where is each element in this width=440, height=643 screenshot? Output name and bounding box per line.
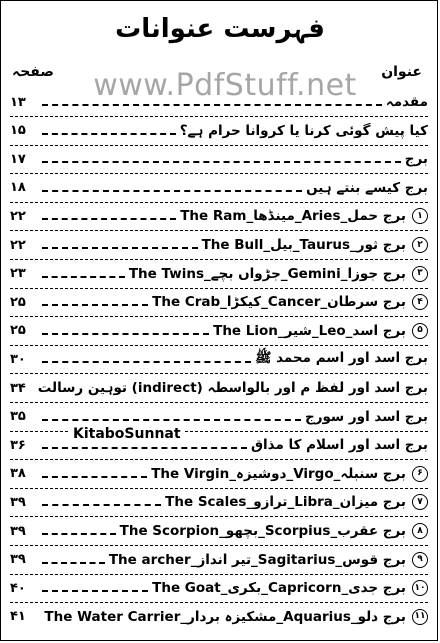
dot-leader bbox=[42, 333, 209, 335]
toc-entry-text-wrap bbox=[109, 552, 428, 568]
row-divider bbox=[10, 173, 428, 174]
toc-page-number: ۳۸ bbox=[10, 466, 26, 482]
row-divider bbox=[10, 288, 428, 289]
toc-page-number: ۳۹ bbox=[10, 552, 26, 568]
dot-leader bbox=[42, 133, 176, 135]
toc-entry-text: برج سرطان_Cancer_کیکڑا_The Crab bbox=[152, 294, 406, 311]
toc-page-number: ۱۳ bbox=[10, 94, 26, 110]
toc-page-number: ۳۹ bbox=[10, 494, 26, 510]
toc-page-number: ۳۹ bbox=[10, 523, 26, 539]
toc-entry bbox=[10, 548, 428, 572]
entry-number-circle: ۸ bbox=[412, 523, 428, 539]
toc-entry-text-wrap bbox=[180, 123, 428, 139]
dot-leader bbox=[42, 276, 125, 278]
toc-page-number: ۴۰ bbox=[10, 580, 26, 596]
row-divider bbox=[10, 202, 428, 203]
row-divider bbox=[10, 402, 428, 403]
entry-number-circle: ۳ bbox=[412, 266, 428, 282]
toc-page-number: ۳۵ bbox=[10, 409, 26, 425]
toc-entry-text-wrap bbox=[251, 437, 428, 453]
entry-number-circle: ۹ bbox=[412, 552, 428, 568]
watermark: www.PdfStuff.net bbox=[80, 66, 370, 104]
toc-entry-text: برج کیسے بنتے ہیں bbox=[306, 179, 428, 196]
dot-leader bbox=[42, 161, 401, 163]
entry-number-circle: ۱۰ bbox=[412, 580, 428, 596]
toc-page-number: ۳۴ bbox=[10, 380, 26, 396]
toc-entry bbox=[10, 576, 428, 600]
toc-entry-text: برج ثور_Taurus_بیل_The Bull bbox=[201, 237, 406, 253]
dot-leader bbox=[42, 104, 382, 106]
toc-page-number: ۱۵ bbox=[10, 123, 26, 139]
page-title: فہرست عنوانات bbox=[115, 14, 325, 44]
toc-page-number: ۴۱ bbox=[10, 609, 26, 625]
topic-column-header: عنوان bbox=[381, 64, 422, 80]
toc-entry-text-wrap bbox=[386, 94, 428, 110]
dot-leader bbox=[42, 562, 105, 564]
toc-page-number: ۲۵ bbox=[10, 294, 26, 310]
toc-entry-text: برج قوس_Sagitarius_تیر انداز_The archer bbox=[108, 551, 406, 568]
toc-entry bbox=[10, 519, 428, 543]
row-divider bbox=[10, 345, 428, 346]
toc-entry-text-wrap bbox=[151, 466, 428, 482]
row-divider bbox=[10, 116, 428, 117]
dot-leader bbox=[42, 304, 148, 306]
dot-leader bbox=[42, 361, 251, 363]
toc-entry-text: مقدمہ bbox=[385, 94, 428, 110]
entry-number-circle: ۶ bbox=[412, 466, 428, 482]
dot-leader bbox=[42, 190, 302, 192]
toc-page-number: ۳۶ bbox=[10, 437, 26, 453]
dot-leader bbox=[42, 218, 176, 220]
toc-entry-text-wrap bbox=[152, 580, 428, 596]
toc-entry-text-wrap bbox=[152, 294, 428, 310]
entry-number-circle: ۲ bbox=[412, 237, 428, 253]
toc-entry bbox=[10, 204, 428, 228]
toc-entry bbox=[10, 376, 428, 400]
row-divider bbox=[10, 516, 428, 517]
toc-page-number: ۳۰ bbox=[10, 351, 26, 367]
toc-page-number: ۲۳ bbox=[10, 266, 26, 282]
toc-entry bbox=[10, 262, 428, 286]
toc-entry bbox=[10, 347, 428, 371]
toc-entry-text: برج دلو_Aquarius_مشکیزہ بردار_The Water Carrier bbox=[44, 608, 406, 625]
toc-entry-text-wrap bbox=[255, 349, 428, 369]
toc-entry-text: برج اسد_Leo_شیر_The Lion bbox=[213, 322, 406, 339]
row-divider bbox=[10, 145, 428, 146]
toc-entry bbox=[10, 176, 428, 200]
dot-leader bbox=[42, 447, 247, 449]
toc-entry-text-wrap bbox=[129, 266, 428, 282]
row-divider bbox=[10, 373, 428, 374]
dot-leader bbox=[42, 504, 161, 506]
toc-entry bbox=[10, 119, 428, 143]
toc-entry bbox=[10, 233, 428, 257]
toc-entry-text: برج اسد اور لفظ م اور بالواسطہ (indirect) توہین رسالت bbox=[37, 380, 428, 396]
toc-entry-text: برج میزان_Libra_ترازو_The Scales bbox=[165, 494, 406, 511]
toc-entry-text: برج اسد اور اسلام کا مذاق bbox=[250, 437, 428, 454]
dot-leader bbox=[42, 590, 148, 592]
row-divider bbox=[10, 488, 428, 489]
toc-entry-text: برج اسد اور سورج bbox=[304, 408, 428, 425]
row-divider bbox=[10, 459, 428, 460]
dot-leader bbox=[42, 419, 301, 421]
toc-page-number: ۱۸ bbox=[10, 180, 26, 196]
toc-page-number: ۱۷ bbox=[10, 151, 26, 167]
row-divider bbox=[10, 316, 428, 317]
toc-entry-text-wrap bbox=[165, 494, 428, 510]
row-divider bbox=[10, 602, 428, 603]
toc-entry-text: برج جوزا_Gemini_جڑواں بچے_The Twins bbox=[128, 265, 406, 282]
toc-entry-text-wrap bbox=[44, 609, 428, 625]
toc-page-number: ۲۵ bbox=[10, 323, 26, 339]
toc-entry-text: برج جدی_Capricorn_بکری_The Goat bbox=[152, 580, 406, 597]
page-column-header: صفحہ bbox=[12, 64, 54, 80]
entry-number-circle: ۱ bbox=[412, 208, 428, 224]
toc-entry-text: برج سنبلہ_Virgo_دوشیزہ_The Virgin bbox=[151, 465, 406, 482]
row-divider bbox=[10, 574, 428, 575]
stamp-text: KitaboSunnat bbox=[70, 426, 184, 442]
toc-entry-text-wrap bbox=[38, 380, 428, 396]
toc-entry-text: برج bbox=[404, 151, 428, 168]
toc-entry-text-wrap bbox=[405, 151, 428, 167]
dot-leader bbox=[42, 476, 147, 478]
toc-entry bbox=[10, 490, 428, 514]
toc-entry-text: برج عقرب_Scorpius_بچھو_The Scorpion bbox=[119, 523, 406, 539]
row-divider bbox=[10, 259, 428, 260]
entry-number-circle: ۵ bbox=[412, 323, 428, 339]
dot-leader bbox=[42, 533, 116, 535]
toc-entry bbox=[10, 462, 428, 486]
toc-entry-text-wrap bbox=[120, 523, 428, 539]
toc-entry-text: برج اسد اور اسم محمد ﷺ bbox=[255, 350, 428, 367]
toc-entry bbox=[10, 405, 428, 429]
toc-page-number: ۲۲ bbox=[10, 237, 26, 253]
dot-leader bbox=[42, 247, 198, 249]
entry-number-circle: ۱۱ bbox=[412, 609, 428, 625]
toc-entry-text: کیا پیش گوئی کرنا یا کروانا حرام ہے؟ bbox=[179, 122, 428, 139]
toc-entry-text-wrap bbox=[306, 180, 428, 196]
toc-entry bbox=[10, 605, 428, 629]
toc-entry bbox=[10, 147, 428, 171]
entry-number-circle: ۷ bbox=[412, 494, 428, 510]
row-divider bbox=[10, 545, 428, 546]
toc-entry-text: برج حمل_Aries_مینڈھا_The Ram bbox=[180, 208, 406, 225]
toc-entry-text-wrap bbox=[305, 409, 428, 425]
toc-entry bbox=[10, 319, 428, 343]
toc-page-number: ۲۲ bbox=[10, 208, 26, 224]
toc-entry-text-wrap bbox=[213, 323, 428, 339]
toc-entry-text-wrap bbox=[202, 237, 428, 253]
entry-number-circle: ۴ bbox=[412, 294, 428, 310]
toc-entry bbox=[10, 290, 428, 314]
toc-entry-text-wrap bbox=[180, 208, 428, 224]
row-divider bbox=[10, 230, 428, 231]
